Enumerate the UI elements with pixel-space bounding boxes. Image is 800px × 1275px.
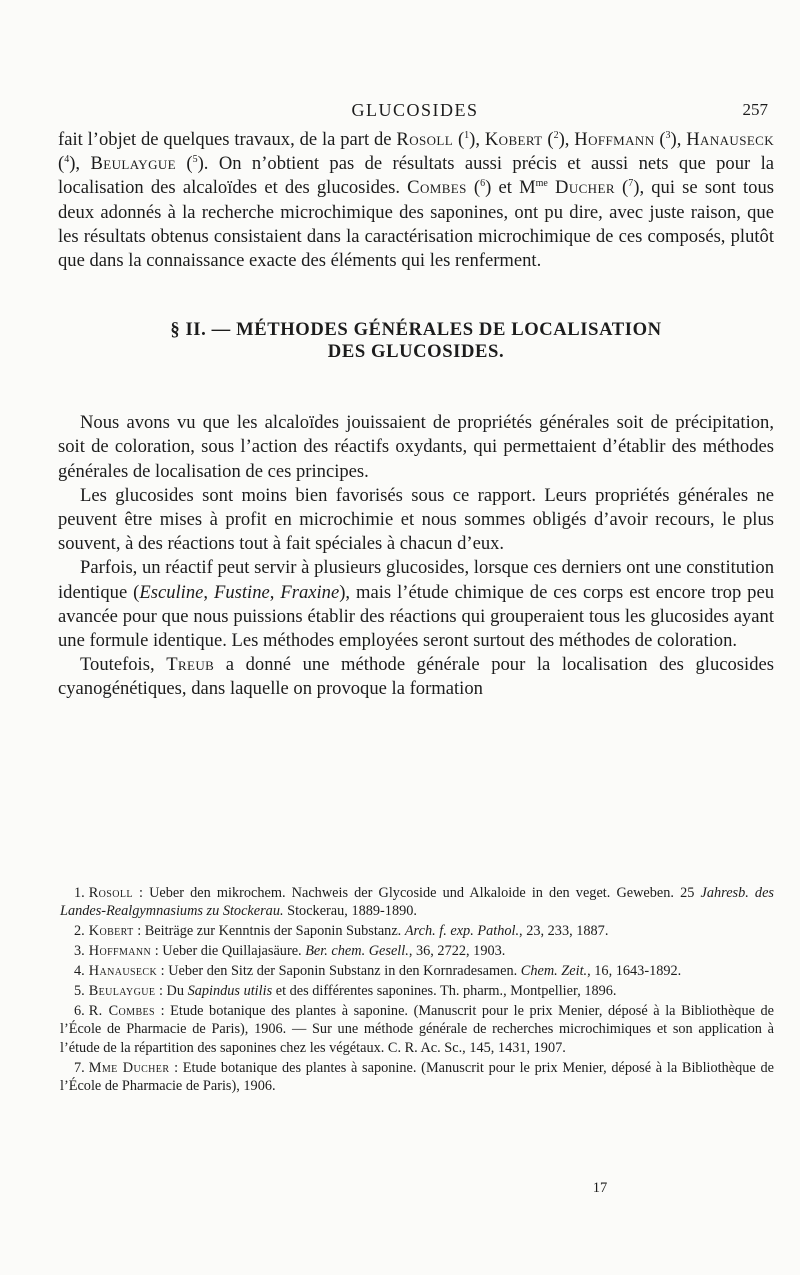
footnote-5: 5. Beulaygue : Du Sapindus utilis et des différentes saponines. Th. pharm., Montpellier, 1896. bbox=[74, 983, 617, 1000]
footnote-4: 4. Hanauseck : Ueber den Sitz der Saponin Substanz in den Kornradesamen. Chem. Zeit., 16, 1643-1892. bbox=[74, 963, 682, 980]
footnote-6: 6. R. Combes : Etude botanique des plantes à saponine. (Manuscrit pour le prix Menier, déposé à la Bibliothèque de l’École de Pharmacie de Paris), 1906. — Sur une méthode générale de recherches microchimiques et son application à l’étude de la répartition des saponines chez les végétaux. C. R. Ac. Sc., 145, 1431, 1907. bbox=[60, 1002, 775, 1056]
author-hanauseck: Hanauseck bbox=[686, 129, 775, 150]
signature-mark: 17 bbox=[592, 1180, 608, 1196]
author-rosoll: Rosoll bbox=[396, 129, 454, 150]
author-combes: Combes bbox=[407, 177, 467, 199]
section-heading bbox=[58, 319, 774, 363]
footnotes bbox=[60, 884, 774, 1097]
author-treub: Treub bbox=[166, 654, 215, 676]
running-head bbox=[60, 100, 770, 124]
footnote-1: 1. Rosoll : Ueber den mikrochem. Nachweis der Glycoside und Alkaloide in den veget. Geweben. 25 Jahresb. des Landes-Realgymnasiums zu Stockerau. Stockerau, 1889-1890. bbox=[60, 885, 774, 920]
footnote-2: 2. Kobert : Beiträge zur Kenntnis der Saponin Substanz. Arch. f. exp. Pathol., 23, 233, 1887. bbox=[74, 923, 609, 940]
author-beulaygue: Beulaygue bbox=[90, 153, 177, 175]
author-kobert: Kobert bbox=[484, 129, 543, 150]
term-fustine: Fustine bbox=[213, 581, 270, 603]
term-esculine: Esculine bbox=[139, 581, 204, 603]
page-number: 257 bbox=[742, 100, 768, 119]
paragraph-2: Nous avons vu que les alcaloïdes jouissaient de propriétés générales soit de précipitation, soit de coloration, sous l’action des réactifs oxydants, qui permettaient d’établir des méthodes générales de localisation de ces principes. bbox=[58, 412, 774, 482]
section-heading-line-1: § II. — MÉTHODES GÉNÉRALES DE LOCALISATION bbox=[170, 319, 662, 341]
paragraph-4: Parfois, un réactif peut servir à plusieurs glucosides, lorsque ces derniers ont une constitution identique (Esculine, Fustine, Fraxine), mais l’étude chimique de ces corps est encore trop peu avancée pour que nous puissions établir des réactions qui grouperaient tous les glucosides ayant une formule identique. Les méthodes employées seront surtout des méthodes de coloration. bbox=[58, 557, 775, 652]
paragraph-3: Les glucosides sont moins bien favorisés sous ce rapport. Leurs propriétés générales ne peuvent être mises à profit en microchimie et nous sommes obligés d’avoir recours, le plus souvent, à des réactions tout à fait spéciales à chacun d’eux. bbox=[58, 484, 774, 555]
section-heading-line-2: DES GLUCOSIDES. bbox=[327, 341, 505, 363]
author-ducher: Ducher bbox=[555, 177, 615, 199]
footnote-3: 3. Hoffmann : Ueber die Quillajasäure. Ber. chem. Gesell., 36, 2722, 1903. bbox=[74, 943, 506, 960]
paragraph-5: Toutefois, Treub a donné une méthode générale pour la localisation des glucosides cyanogénétiques, dans laquelle on provoque la formation bbox=[58, 654, 774, 700]
paragraph-1: fait l’objet de quelques travaux, de la part de Rosoll ($^1$), Kobert ($^2$), Hoffmann ($^3$), Hanauseck ($^4$), Beulaygue ($^5$). On n’obtient pas de résultats aussi précis et aussi nets que pour la localisation des alcaloïdes et des glucosides. Combes ($^6$) et $M^{me}$ Ducher ($^7$), qui se sont tous deux adonnés à la recherche microchimique des saponines, ont pu dire, avec juste raison, que les résultats obtenus consistaient dans la caractérisation microchimique de ces composés, plutôt que dans la connaissance exacte des éléments qui les renferment. bbox=[58, 129, 775, 272]
footnote-7: 7. Mme Ducher : Etude botanique des plantes à saponine. (Manuscrit pour le prix Menier, déposé à la Bibliothèque de l’École de Pharmacie de Paris), 1906. bbox=[60, 1059, 774, 1095]
author-hoffmann: Hoffmann bbox=[574, 129, 655, 150]
term-fraxine: Fraxine bbox=[280, 581, 340, 603]
running-title: GLUCOSIDES bbox=[351, 100, 479, 120]
main-text bbox=[58, 128, 774, 702]
